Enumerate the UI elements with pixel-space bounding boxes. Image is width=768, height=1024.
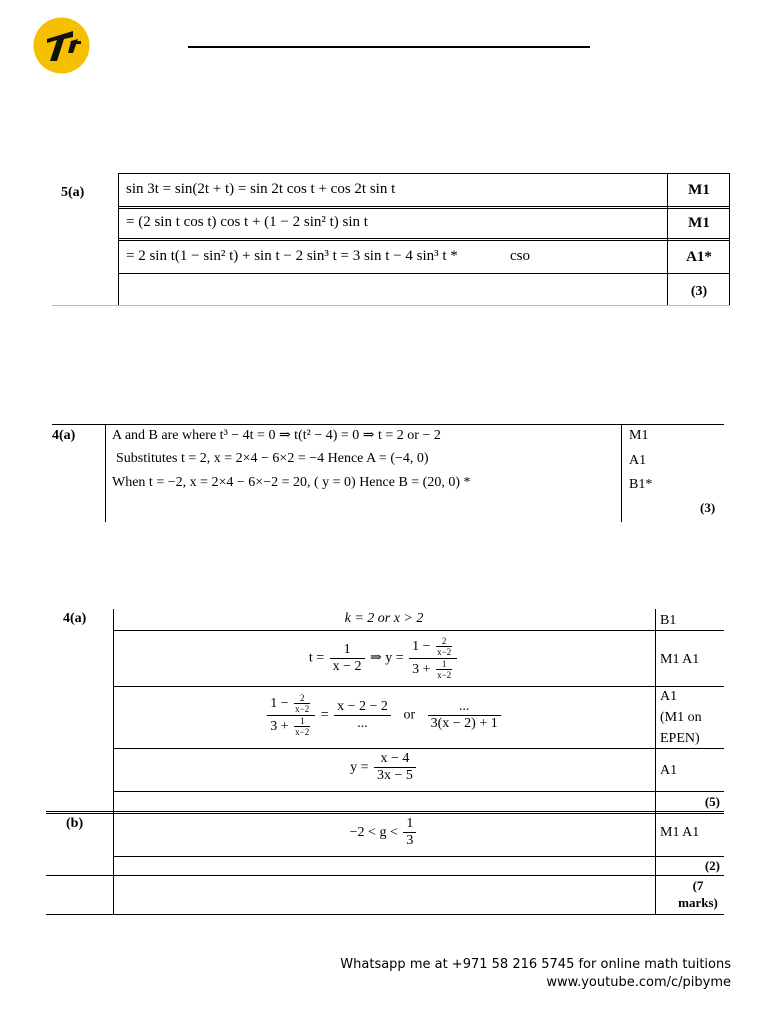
denominator: 3(x − 2) + 1: [430, 715, 498, 731]
denominator: 3x − 5: [377, 768, 413, 784]
denominator: x−2: [437, 647, 452, 658]
row-divider: [52, 305, 730, 306]
working-line: A and B are where t³ − 4t = 0 ⇒ t(t² − 4) = 0 ⇒ t = 2 or − 2: [112, 428, 441, 443]
logo: [33, 17, 90, 74]
row-divider: [113, 686, 724, 687]
row-divider: [113, 748, 724, 749]
denominator: x−2: [295, 704, 310, 715]
mark: M1 A1: [660, 652, 700, 667]
row-divider: [46, 813, 724, 814]
mark-total-line: marks): [678, 895, 718, 910]
mark-total-all: [676, 877, 720, 911]
fraction: [334, 699, 391, 732]
expr-text: t =: [308, 650, 325, 666]
numerator: [267, 693, 315, 716]
numerator: [409, 636, 457, 659]
expr-text: 1 −: [270, 696, 289, 712]
expr-text: −2 < g <: [349, 824, 398, 840]
expr-text: or: [403, 707, 416, 723]
fraction: [330, 642, 365, 675]
numerator: 1: [330, 642, 365, 659]
fraction: [409, 636, 457, 680]
mark: M1 A1: [660, 825, 700, 840]
expr-text: 1 −: [412, 639, 431, 655]
numerator: x − 4: [374, 751, 416, 768]
column-divider: [621, 424, 622, 522]
working-line: When t = −2, x = 2×4 − 6×−2 = 20, ( y = 0) Hence B = (20, 0) *: [112, 475, 471, 490]
numerator: 2: [294, 693, 310, 704]
denominator: [267, 716, 315, 738]
working-line: [113, 751, 655, 784]
mark: A1: [660, 689, 678, 704]
row-divider: [46, 914, 724, 915]
mark: A1: [629, 453, 647, 468]
expr-text: 3 +: [412, 661, 431, 677]
fraction: [294, 693, 310, 715]
denominator: x−2: [437, 670, 452, 681]
mark-note: EPEN): [660, 731, 700, 746]
denominator: ...: [357, 715, 368, 731]
working-note: cso: [510, 248, 530, 264]
question-label: 4(a): [63, 611, 87, 626]
mark: B1: [660, 613, 677, 628]
mark-block: [660, 686, 702, 749]
question-5a-table: [52, 173, 730, 306]
footer-contact-line: Whatsapp me at +971 58 216 5745 for online math tuitions: [340, 957, 731, 972]
row-divider: [46, 811, 724, 812]
fraction: [374, 751, 416, 784]
working-line: [113, 636, 655, 680]
working-line: [113, 693, 655, 737]
mark: M1: [688, 182, 710, 198]
fraction: [403, 816, 416, 849]
denominator: 3: [406, 833, 414, 849]
question-4a-table-parametric: [52, 424, 724, 522]
working-line: [113, 611, 655, 627]
expr-text: =: [320, 707, 329, 723]
row-divider: [113, 856, 724, 857]
working-line: Substitutes t = 2, x = 2×4 − 6×2 = −4 Hence A = (−4, 0): [116, 451, 429, 466]
mark-total: (5): [704, 794, 720, 809]
row-divider: [118, 273, 730, 274]
mark: A1*: [686, 249, 712, 265]
expr-text: ⇒ y =: [370, 650, 404, 666]
mark-total: (3): [690, 284, 708, 299]
question-label: 5(a): [61, 185, 85, 200]
numerator: ...: [428, 699, 501, 716]
working-line: = (2 sin t cos t) cos t + (1 − 2 sin² t) sin t: [126, 214, 368, 230]
question-4-table-functions: [46, 609, 724, 915]
mark-total: (2): [704, 858, 720, 873]
row-divider: [46, 875, 724, 876]
mark: M1: [688, 215, 710, 231]
question-label: (b): [66, 816, 84, 831]
mark-total-line: (7: [692, 878, 704, 893]
numerator: 1: [294, 716, 310, 727]
mark-note: (M1 on: [660, 710, 702, 725]
fraction: [436, 659, 452, 681]
numerator: 1: [436, 659, 452, 670]
column-divider: [105, 424, 106, 522]
numerator: x − 2 − 2: [334, 699, 391, 716]
question-label: 4(a): [52, 428, 76, 443]
row-divider: [118, 206, 730, 207]
working-line: sin 3t = sin(2t + t) = sin 2t cos t + cos 2t sin t: [126, 181, 396, 197]
row-divider: [118, 238, 730, 239]
numerator: 1: [403, 816, 416, 833]
row-divider: [113, 630, 724, 631]
fraction: [428, 699, 501, 732]
column-divider: [655, 609, 656, 915]
mark: M1: [629, 428, 649, 443]
header-rule: [188, 46, 590, 48]
row-divider: [113, 791, 724, 792]
row-divider: [118, 240, 730, 241]
footer: [340, 956, 731, 992]
working-line: = 2 sin t(1 − sin² t) + sin t − 2 sin³ t = 3 sin t − 4 sin³ t *: [126, 248, 458, 264]
mark-total: (3): [700, 500, 716, 515]
denominator: x − 2: [332, 658, 362, 674]
denominator: x−2: [295, 727, 310, 738]
numerator: 2: [436, 636, 452, 647]
row-divider: [52, 424, 724, 425]
mark: B1*: [629, 477, 653, 492]
fraction: [436, 636, 452, 658]
mark: A1: [660, 763, 678, 778]
expr-text: y =: [350, 759, 369, 775]
denominator: [409, 659, 457, 681]
expr-text: 3 +: [270, 718, 289, 734]
fraction: [267, 693, 315, 737]
row-divider: [118, 173, 730, 174]
fraction: [294, 716, 310, 738]
footer-youtube-link[interactable]: www.youtube.com/c/pibyme: [546, 975, 731, 990]
row-divider: [118, 208, 730, 209]
domain-statement: k = 2 or x > 2: [344, 611, 424, 626]
working-line: [113, 816, 655, 849]
